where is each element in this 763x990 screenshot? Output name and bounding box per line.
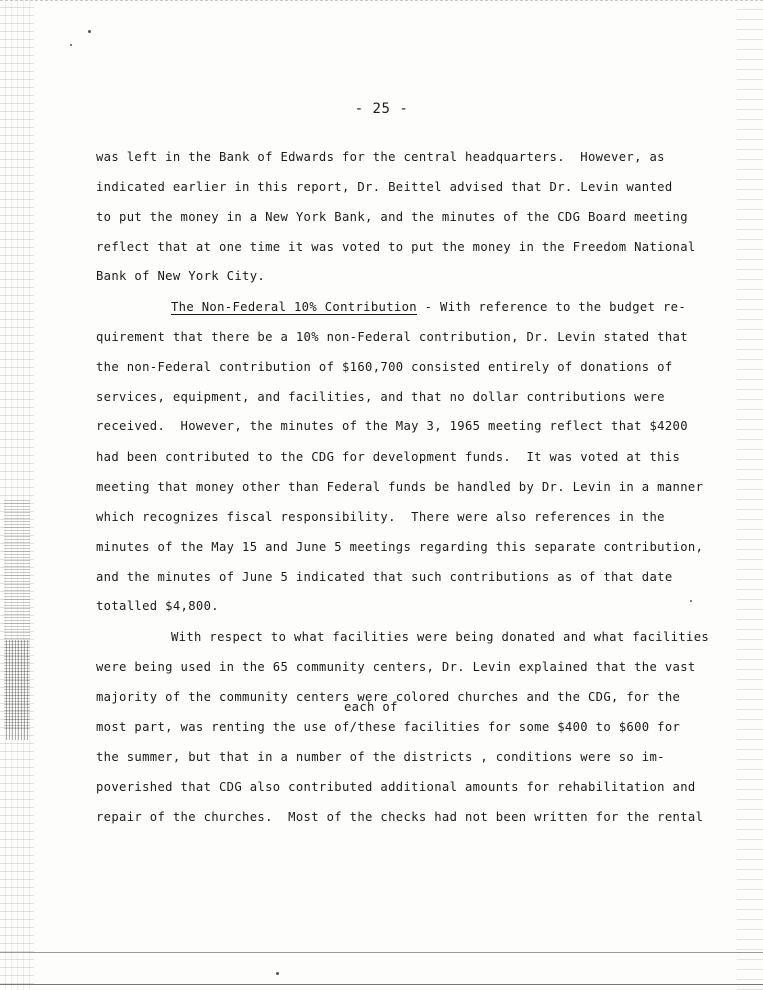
scan-edge-top <box>0 0 763 5</box>
text-line: received. However, the minutes of the May 3, 1965 meeting reflect that $4200 <box>96 419 688 433</box>
text-line: Bank of New York City. <box>96 269 266 283</box>
bottom-rule <box>0 952 763 953</box>
scan-speck <box>276 972 279 975</box>
text-line: minutes of the May 15 and June 5 meetings regarding this separate contribution, <box>96 540 704 554</box>
text-line: With respect to what facilities were being donated and what facilities <box>171 630 710 644</box>
text-line: the summer, but that in a number of the districts , conditions were so im- <box>96 750 665 764</box>
text-line: the non-Federal contribution of $160,700 consisted entirely of donations of <box>96 360 673 374</box>
text-line: which recognizes fiscal responsibility. There were also references in the <box>96 510 665 524</box>
text-line: services, equipment, and facilities, and that no dollar contributions were <box>96 390 665 404</box>
scan-speck <box>70 44 72 46</box>
scan-edge-left <box>0 0 34 990</box>
bottom-edge <box>0 984 763 985</box>
text-line: had been contributed to the CDG for development funds. It was voted at this <box>96 450 681 464</box>
text-line: totalled $4,800. <box>96 599 219 613</box>
section-heading: The Non-Federal 10% Contribution <box>171 300 417 314</box>
scan-edge-right <box>737 0 763 990</box>
scan-speck <box>690 600 692 602</box>
text-line: indicated earlier in this report, Dr. Beittel advised that Dr. Levin wanted <box>96 180 673 194</box>
text-line: meeting that money other than Federal funds be handled by Dr. Levin in a manner <box>96 480 704 494</box>
text-line: quirement that there be a 10% non-Federal contribution, Dr. Levin stated that <box>96 330 688 344</box>
text-line: to put the money in a New York Bank, and the minutes of the CDG Board meeting <box>96 210 688 224</box>
scan-noise-left-2 <box>6 640 30 740</box>
text-line: and the minutes of June 5 indicated that such contributions as of that date <box>96 570 673 584</box>
section-heading-line <box>171 299 686 315</box>
text-line: reflect that at one time it was voted to put the money in the Freedom National <box>96 240 696 254</box>
text-line: were being used in the 65 community centers, Dr. Levin explained that the vast <box>96 660 696 674</box>
scan-speck <box>88 30 91 33</box>
text-line: was left in the Bank of Edwards for the central headquarters. However, as <box>96 150 665 164</box>
interlinear-insertion: each of <box>344 700 398 714</box>
text-line: most part, was renting the use of/these facilities for some $400 to $600 for <box>96 720 681 734</box>
text-fragment: - With reference to the budget re- <box>417 300 687 314</box>
text-line: repair of the churches. Most of the checks had not been written for the rental <box>96 810 704 824</box>
text-line: poverished that CDG also contributed additional amounts for rehabilitation and <box>96 780 696 794</box>
page-number: - 25 - <box>354 101 409 117</box>
text-line: majority of the community centers were colored churches and the CDG, for the <box>96 690 681 704</box>
